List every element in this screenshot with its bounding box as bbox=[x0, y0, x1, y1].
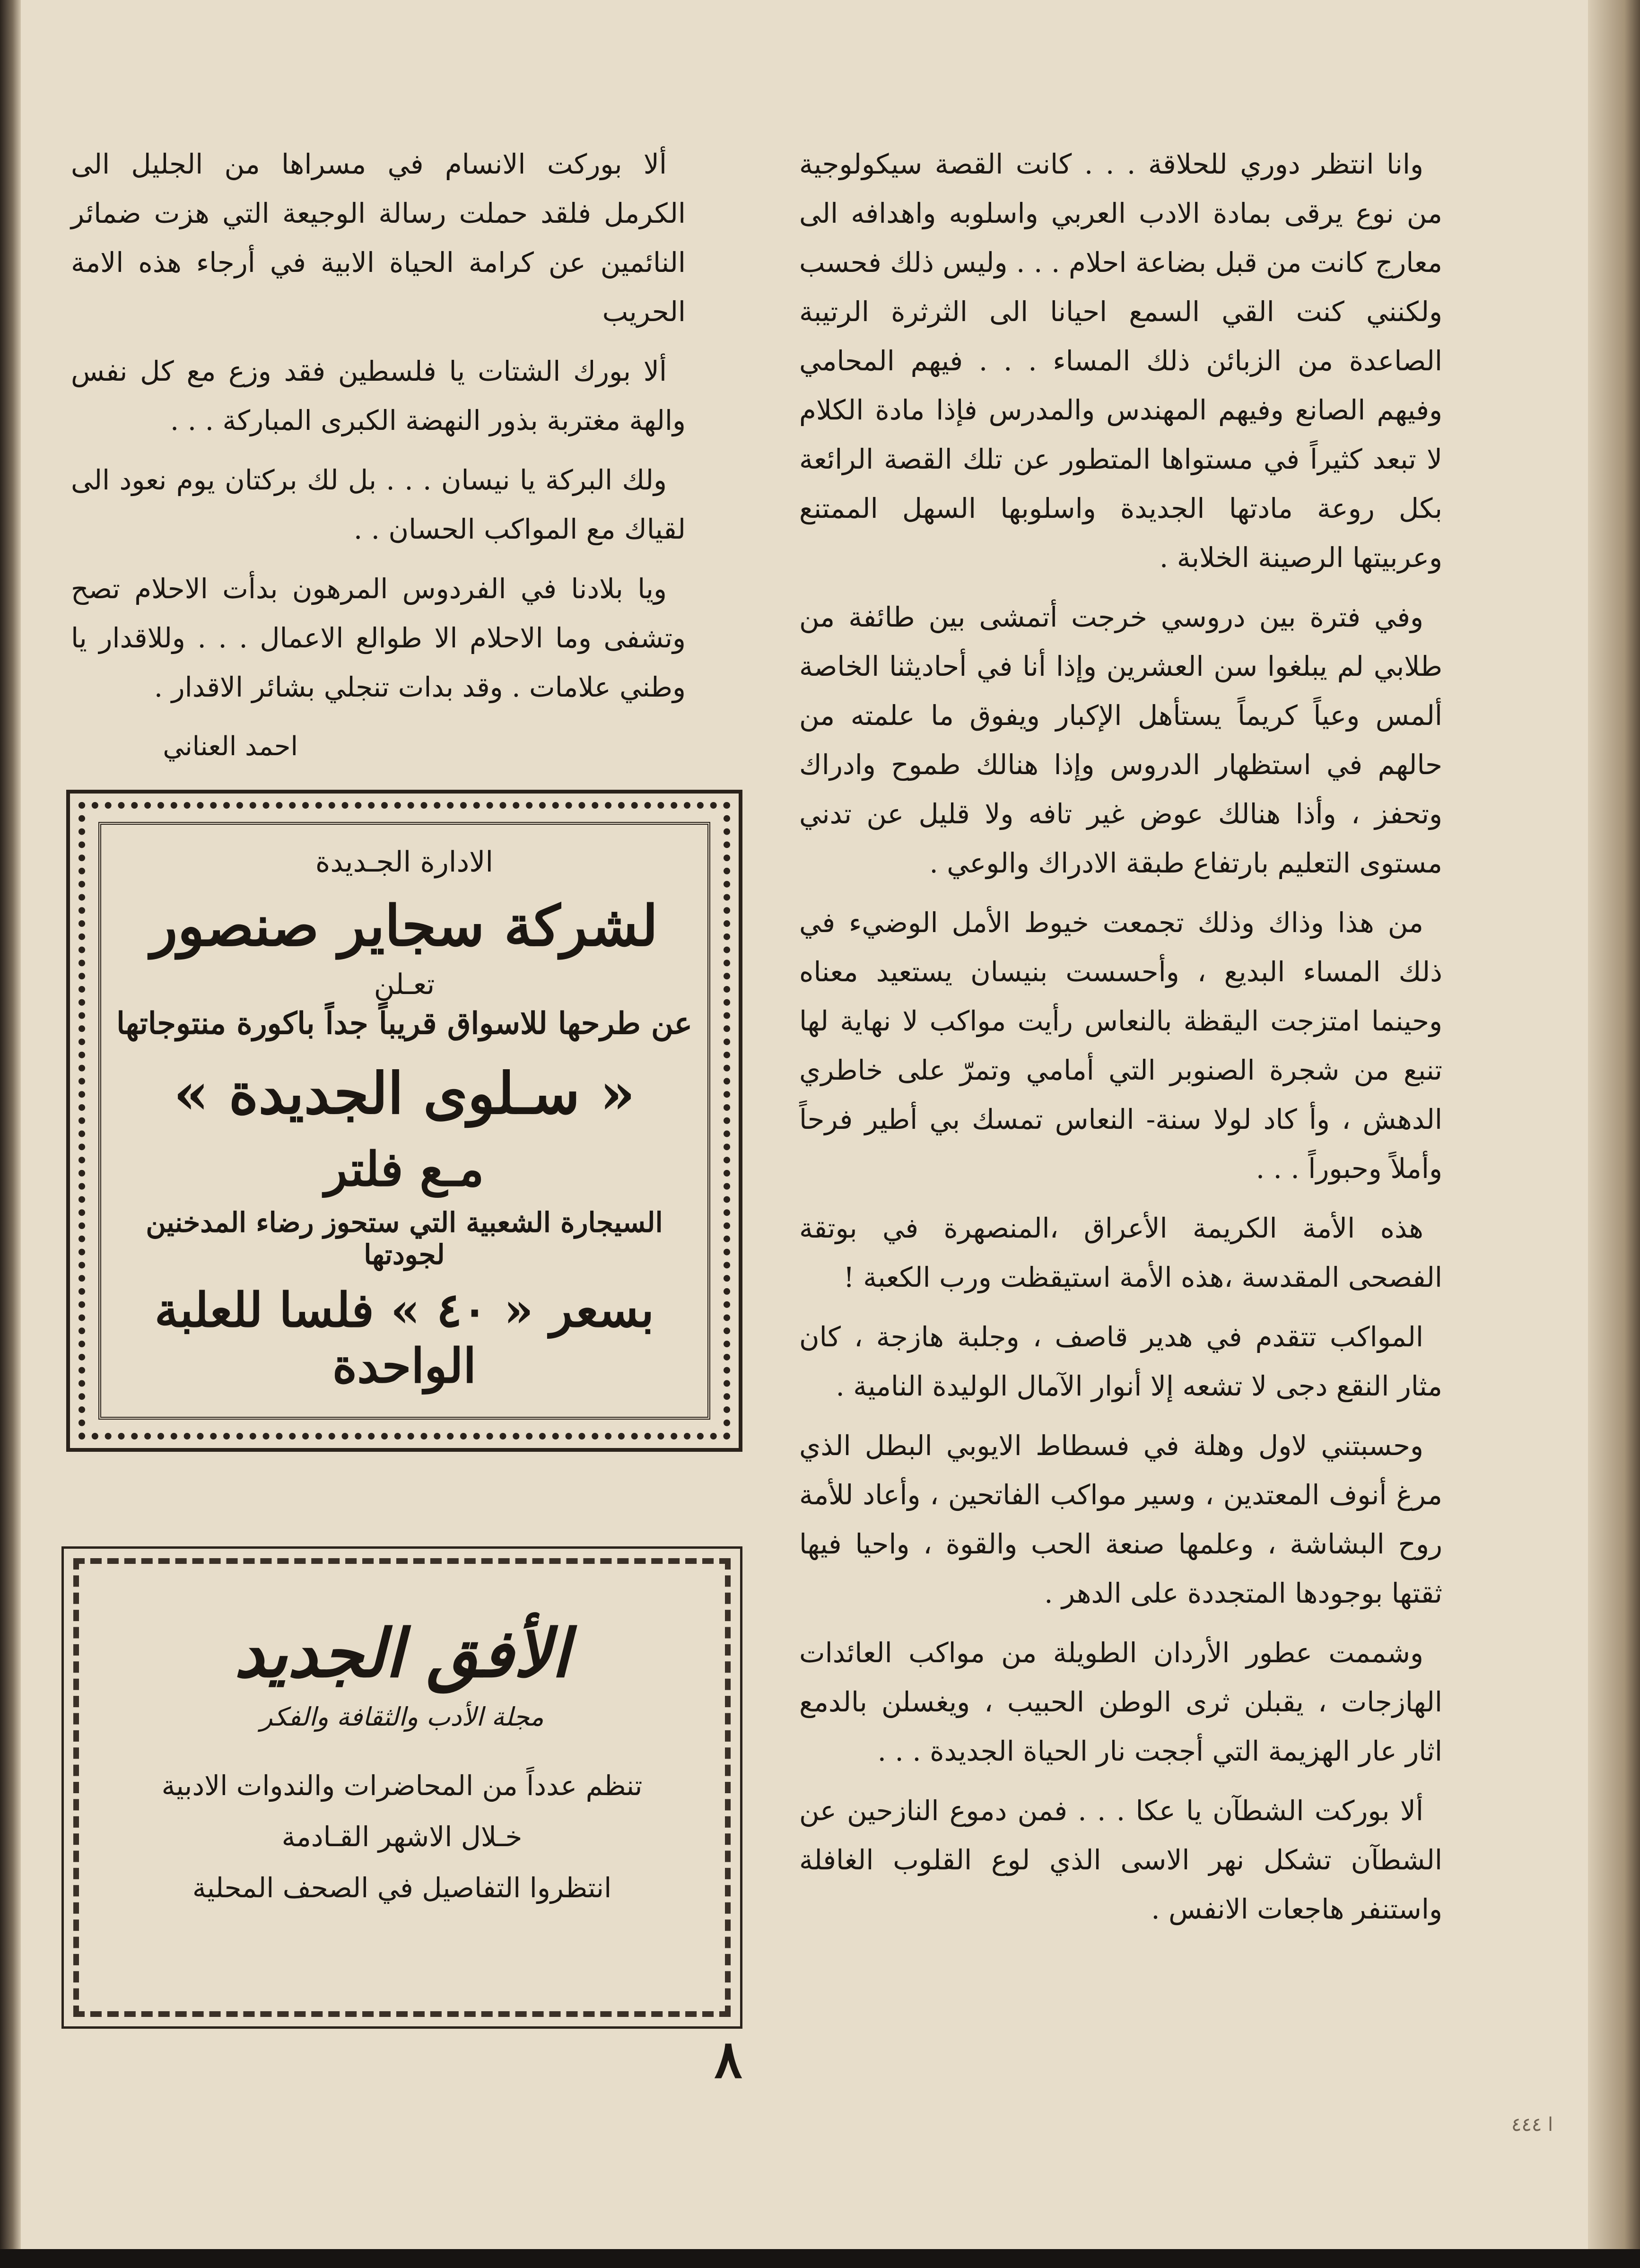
magazine-title: الأفق الجديد bbox=[234, 1615, 570, 1692]
article-paragraph: وانا انتظر دوري للحلاقة . . . كانت القصة سيكولوجية من نوع يرقى بمادة الادب العربي واسلوبه واهدافه الى معارج كانت من قبل بضاعة احلام . . . وليس ذلك فحسب ولكنني كنت القي السمع احيانا الى الثرثرة الرتيبة الصاعدة من الزبائن ذلك المساء . . . فيهم المحامي وفيهم الصانع وفيهم المهندس والمدرس فإذا مادة الكلام لا تبعد كثيراً في مستواها المتطور عن تلك القصة الرائعة بكل روعة مادتها الجديدة واسلوبها السهل الممتنع وعربيتها الرصينة الخلابة . bbox=[799, 148, 1442, 574]
ad-line: تنظم عدداً من المحاضرات والندوات الادبية bbox=[161, 1770, 643, 1802]
article-paragraph: المواكب تتقدم في هدير قاصف ، وجلبة هازجة ، كان مثار النقع دجى لا تشعه إلا أنوار الآمال الوليدة النامية . bbox=[799, 1321, 1442, 1402]
ad-filter: مـع فلتر bbox=[324, 1141, 484, 1197]
ad-tagline: السيجارة الشعبية التي ستحوز رضاء المدخنين لجودتها bbox=[146, 1206, 663, 1271]
article-paragraph: وحسبتني لاول وهلة في فسطاط الايوبي البطل الذي مرغ أنوف المعتدين ، وسير مواكب الفاتحين ، وأعاد للأمة روح البشاشة ، وعلمها صنعة الحب والقوة ، واحيا فيها ثقتها بوجودها المتجددة على الدهر . bbox=[799, 1430, 1442, 1609]
article-paragraph: ولك البركة يا نيسان . . . بل لك بركتان يوم نعود الى لقياك مع المواكب الحسان . . bbox=[71, 464, 686, 545]
article-paragraph: ألا بورك الشتات يا فلسطين فقد وزع مع كل نفس والهة مغتربة بذور النهضة الكبرى المباركة . . . bbox=[71, 355, 686, 436]
article-column-left bbox=[71, 140, 686, 771]
ad-content bbox=[113, 846, 696, 1394]
page-edge bbox=[1588, 0, 1640, 2268]
magazine-subtitle: مجلة الأدب والثقافة والفكر bbox=[260, 1702, 544, 1732]
ad-content bbox=[102, 1615, 702, 1923]
ad-offer: عن طرحها للاسواق قريباً جداً باكورة منتوجاتها bbox=[116, 1006, 692, 1041]
article-paragraph: هذه الأمة الكريمة الأعراق ،المنصهرة في بوتقة الفصحى المقدسة ،هذه الأمة استيقظت ورب الكعبة ! bbox=[799, 1212, 1442, 1293]
article-paragraph: ويا بلادنا في الفردوس المرهون بدأت الاحلام تصح وتشفى وما الاحلام الا طوالع الاعمال . . . وللاقدار يا وطني علامات . وقد بدات تنجلي بشائر الاقدار . bbox=[71, 573, 686, 703]
margin-note: ا ٤٤٤ bbox=[1511, 2114, 1553, 2136]
article-paragraph: من هذا وذاك وذلك تجمعت خيوط الأمل الوضيء في ذلك المساء البديع ، وأحسست بنيسان يستعيد معناه وحينما امتزجت اليقظة بالنعاس رأيت مواكب لا نهاية لها تنبع من شجرة الصنوبر التي أمامي وتمرّ على خاطري الدهش ، وأ كاد لولا سنة- النعاس تمسك بي أطير فرحاً وأملاً وحبوراً . . . bbox=[799, 907, 1442, 1185]
article-paragraph: ألا بوركت الشطآن يا عكا . . . فمن دموع النازحين عن الشطآن تشكل نهر الاسى الذي لوع القلوب الغافلة واستنفر هاجعات الانفس . bbox=[799, 1795, 1442, 1925]
ad-price: بسعر « ٤٠ » فلسا للعلبة الواحدة bbox=[154, 1282, 654, 1394]
author-signature: احمد العناني bbox=[163, 731, 298, 762]
article-paragraph: ألا بوركت الانسام في مسراها من الجليل الى الكرمل فلقد حملت رسالة الوجيعة التي هزت ضمائر النائمين عن كرامة الحياة الابية في أرجاء هذه الامة الحريب bbox=[71, 148, 686, 328]
ad-announces: تعـلن bbox=[374, 968, 435, 1001]
article-paragraph: وفي فترة بين دروسي خرجت أتمشى بين طائفة من طلابي لم يبلغوا سن العشرين وإذا أنا في أحاديثنا الخاصة ألمس وعياً كريماً يستأهل الإكبار ويفوق ما علمته من حالهم في استظهار الدروس وإذا هنالك طموح وادراك وتحفز ، وأذا هنالك عوض غير تافه ولا قليل عن تدني مستوى التعليم بارتفاع طبقة الادراك والوعي . bbox=[799, 601, 1442, 879]
cigarette-advertisement bbox=[66, 790, 742, 1452]
article-paragraph: وشممت عطور الأردان الطويلة من مواكب العائدات الهازجات ، يقبلن ثرى الوطن الحبيب ، ويغسلن بالدمع اثار عار الهزيمة التي أججت نار الحياة الجديدة . . . bbox=[799, 1637, 1442, 1767]
binding-spine bbox=[0, 0, 21, 2268]
ad-line: خـلال الاشهر القـادمة bbox=[281, 1821, 523, 1853]
ad-company-name: لشركة سجاير صنصور bbox=[150, 893, 658, 959]
ad-line: انتظروا التفاصيل في الصحف المحلية bbox=[192, 1872, 612, 1904]
magazine-advertisement bbox=[61, 1546, 742, 2029]
ad-management: الادارة الجـديدة bbox=[315, 846, 494, 879]
ad-product-name: « سـلوى الجديدة » bbox=[173, 1060, 636, 1127]
page-number: ٨ bbox=[714, 2029, 742, 2090]
scan-bottom-edge bbox=[0, 2249, 1640, 2268]
article-column-right bbox=[799, 140, 1442, 1944]
